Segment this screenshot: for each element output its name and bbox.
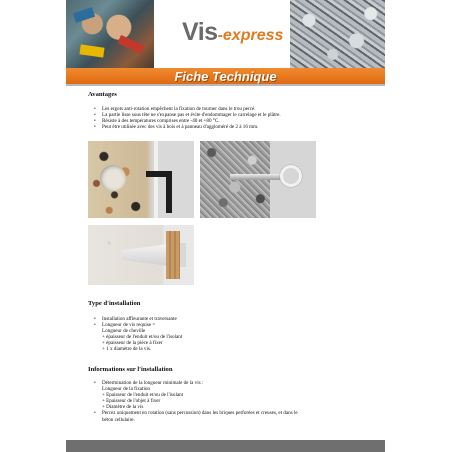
title-divider bbox=[66, 84, 385, 86]
avantages-list bbox=[88, 106, 378, 130]
list-item: • Peut être utilisée avec des vis à bois et à panneau d'aggloméré de 2 à 16 mm. bbox=[88, 124, 378, 130]
footer-bar bbox=[66, 440, 385, 452]
title-bar bbox=[66, 68, 385, 84]
installation-info-heading: Informations sur l'installation bbox=[88, 366, 173, 373]
list-item: • La partie lisse sous tête ne s'expanse pas et évite d'endommager le carrelage et le plâtre. bbox=[88, 112, 378, 118]
list-item: • Percez uniquement en rotation (sans percussion) dans les briques perforées et creuses, et dans le béton cellulaire. bbox=[88, 410, 370, 422]
logo-sub: -express bbox=[217, 27, 284, 44]
anchor-in-concrete-image bbox=[88, 141, 194, 218]
hook-in-aggregate-image bbox=[200, 141, 316, 218]
technical-sheet-page bbox=[66, 0, 385, 452]
plug-cross-section-image bbox=[88, 225, 194, 285]
vis-express-logo bbox=[182, 18, 283, 47]
list-item: • Longueur de vis requise = Longueur de cheville + épaisseur de l'enduit et/ou de l'isolant + épaisseur de la pièce à fixer + 1 x diamètre de la vis. bbox=[88, 322, 378, 352]
screws-photo bbox=[290, 0, 385, 68]
page-title: Fiche Technique bbox=[174, 69, 277, 84]
list-item: • Installation affleurante et traversante bbox=[88, 316, 378, 322]
installation-info-list bbox=[88, 380, 370, 423]
list-item: • Résiste à des températures comprises entre -40 et +80 °C. bbox=[88, 118, 378, 124]
avantages-heading: Avantages bbox=[88, 91, 117, 98]
installation-type-list bbox=[88, 316, 378, 353]
list-item: • Les ergots anti-rotation empêchent la fixation de tourner dans le trou percé. bbox=[88, 106, 378, 112]
installation-type-heading: Type d'installation bbox=[88, 300, 141, 307]
logo-main: Vis bbox=[182, 18, 218, 46]
tools-photo bbox=[66, 0, 154, 68]
list-item: • Détermination de la longueur minimale de la vis : Longueur de la fixation + Epaisseur de l'enduit et/ou de l'isolant + Epaisseur de l'objet à fixer + Diamètre de la vis bbox=[88, 380, 370, 410]
